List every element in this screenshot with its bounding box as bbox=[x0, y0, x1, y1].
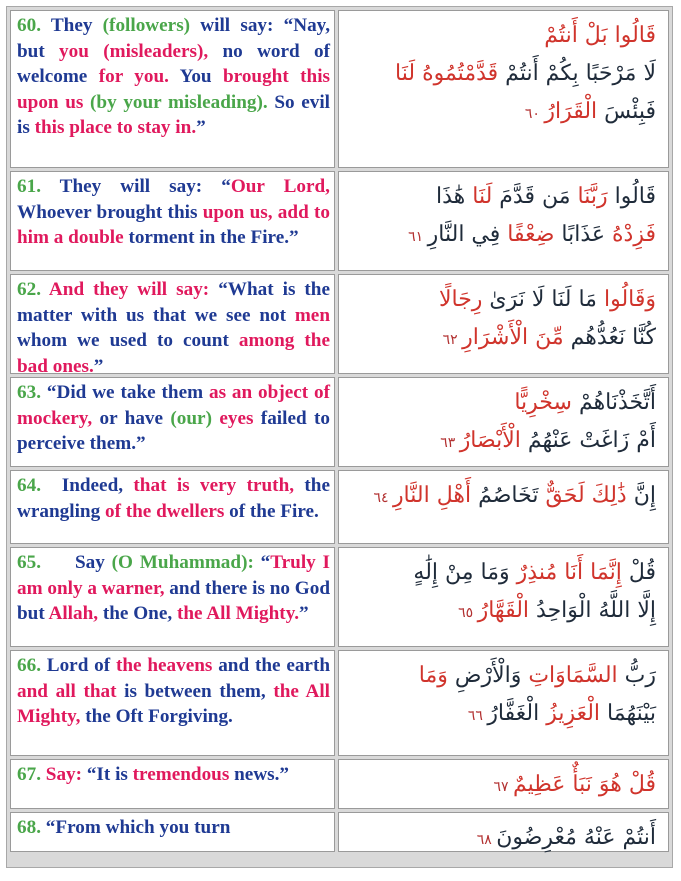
english-translation-cell bbox=[10, 10, 335, 168]
arabic-segment: الْعَزِيزُ bbox=[546, 701, 608, 726]
arabic-segment: كُنَّا نَعُدُّهُم bbox=[570, 325, 656, 350]
translation-segment: (our) bbox=[170, 407, 212, 429]
verse-row bbox=[10, 171, 669, 271]
translation-segment: the heavens bbox=[115, 655, 213, 676]
verse-number: 66. bbox=[17, 655, 41, 676]
arabic-line bbox=[349, 819, 656, 859]
arabic-segment: الْقَرَارُ bbox=[544, 99, 605, 124]
arabic-text-cell bbox=[338, 759, 669, 809]
arabic-segment: مَا لَنَا لَا نَرَىٰ bbox=[489, 287, 604, 312]
translation-segment: Say bbox=[40, 552, 112, 573]
translation-segment: and the earth bbox=[212, 655, 335, 676]
arabic-line bbox=[349, 384, 656, 422]
arabic-segment: قَالُوا bbox=[614, 184, 656, 209]
verse-row bbox=[10, 274, 669, 377]
verse-end-marker: ٦٢ bbox=[442, 332, 463, 348]
arabic-segment: هَٰذَا bbox=[435, 184, 473, 209]
arabic-line bbox=[349, 657, 656, 695]
verse-end-marker: ٦٨ bbox=[476, 832, 497, 848]
english-translation-cell bbox=[10, 650, 335, 756]
translation-segment: you (misleaders), bbox=[59, 40, 209, 62]
arabic-segment: قُلْ bbox=[628, 560, 656, 585]
translation-segment: the Oft Forgiving. bbox=[80, 706, 233, 728]
verse-number: 65. bbox=[17, 552, 41, 573]
verse-row bbox=[10, 759, 669, 809]
translation-segment: Allah, bbox=[48, 603, 99, 625]
translation-segment: “It is bbox=[86, 764, 133, 785]
arabic-segment: أَهْلِ النَّارِ bbox=[392, 483, 479, 508]
translation-segment: will say: “Nay, but bbox=[17, 15, 335, 62]
arabic-text-cell bbox=[338, 171, 669, 271]
translation-segment: They bbox=[40, 15, 103, 36]
arabic-segment: السَّمَاوَاتِ bbox=[528, 663, 625, 688]
arabic-segment: الْغَفَّارُ bbox=[487, 701, 547, 726]
arabic-segment: بَلْ أَنتُمْ bbox=[544, 23, 615, 48]
translation-segment: You bbox=[168, 66, 223, 88]
translation-segment: no word of welcome bbox=[17, 40, 335, 88]
verse-row bbox=[10, 650, 669, 756]
verse-row bbox=[10, 470, 669, 544]
arabic-segment: وَالْأَرْضِ bbox=[454, 663, 529, 688]
translation-segment: and all that bbox=[17, 680, 117, 702]
translation-segment: And they will say: bbox=[40, 279, 219, 300]
arabic-segment: لَا مَرْحَبًا بِكُمْ أَنتُمْ bbox=[505, 61, 656, 86]
translation-segment: eyes bbox=[211, 407, 254, 429]
arabic-line bbox=[349, 178, 656, 216]
translation-segment: “What is the matter with us that we see not bbox=[17, 279, 335, 326]
verse-end-marker: ٦١ bbox=[408, 229, 428, 245]
arabic-segment: إِلَّا اللَّهُ bbox=[598, 598, 656, 623]
arabic-segment: الْأَبْصَارُ bbox=[459, 428, 528, 453]
arabic-segment: قَدَّمْتُمُوهُ لَنَا bbox=[395, 61, 506, 86]
translation-segment: (followers) bbox=[102, 15, 191, 36]
arabic-line bbox=[349, 695, 656, 735]
arabic-line bbox=[349, 477, 656, 517]
verse-number: 64. bbox=[17, 475, 41, 496]
translation-segment: ” bbox=[299, 603, 309, 625]
translation-segment: the All Mighty. bbox=[176, 603, 300, 625]
arabic-segment: عَذَابًا bbox=[561, 222, 613, 247]
arabic-segment: الْقَهَّارُ bbox=[477, 598, 537, 623]
arabic-segment: وَمَا مِنْ إِلَٰهٍ bbox=[413, 560, 517, 585]
verse-number: 62. bbox=[17, 279, 41, 300]
arabic-segment: وَقَالُوا bbox=[603, 287, 656, 312]
arabic-line bbox=[349, 319, 656, 359]
verse-page bbox=[6, 6, 673, 868]
arabic-segment: بَيْنَهُمَا bbox=[607, 701, 656, 726]
arabic-text-cell bbox=[338, 10, 669, 168]
verse-number: 61. bbox=[17, 176, 41, 197]
translation-segment: “ bbox=[253, 552, 271, 573]
english-translation-cell bbox=[10, 274, 335, 377]
arabic-segment: سِخْرِيًّا bbox=[514, 390, 579, 415]
english-translation-cell bbox=[10, 470, 335, 544]
translation-segment: for you. bbox=[98, 66, 169, 88]
arabic-segment: قُلْ هُوَ bbox=[598, 772, 656, 797]
translation-segment: ” bbox=[93, 355, 104, 377]
translation-segment: the All Mighty, bbox=[17, 680, 335, 728]
arabic-segment: إِنَّمَا أَنَا مُنذِرٌ bbox=[516, 560, 629, 585]
translation-segment: upon us, bbox=[202, 201, 273, 223]
translation-segment: Truly I am only a warner, bbox=[17, 552, 335, 599]
arabic-segment: مِّنَ الْأَشْرَارِ bbox=[462, 325, 571, 350]
english-translation-cell bbox=[10, 547, 335, 647]
translation-segment: of the dwellers bbox=[104, 500, 225, 522]
verse-end-marker: ٦٧ bbox=[493, 779, 513, 795]
arabic-segment: رَبَّنَا bbox=[577, 184, 615, 209]
arabic-segment: نَبَأٌ عَظِيمٌ bbox=[512, 772, 599, 797]
translation-segment: add to him a double bbox=[17, 201, 335, 249]
translation-segment: that is very truth, bbox=[133, 475, 295, 496]
arabic-line bbox=[349, 216, 656, 256]
translation-segment: is between them, bbox=[116, 680, 274, 702]
verse-end-marker: ٦٥ bbox=[458, 605, 478, 621]
arabic-segment: فَبِئْسَ bbox=[604, 99, 656, 124]
arabic-segment: إِنَّ bbox=[633, 483, 656, 508]
arabic-line bbox=[349, 93, 656, 133]
verse-number: 63. bbox=[17, 382, 41, 403]
arabic-segment: قَالُوا bbox=[614, 23, 656, 48]
translation-segment: as an object of mockery, bbox=[17, 382, 335, 429]
arabic-text-cell bbox=[338, 377, 669, 467]
verse-end-marker: ٦٠ bbox=[524, 106, 545, 122]
english-translation-cell bbox=[10, 377, 335, 467]
translation-segment: men bbox=[294, 304, 330, 326]
english-translation-cell bbox=[10, 171, 335, 271]
arabic-segment: أَنتُمْ عَنْهُ مُعْرِضُونَ bbox=[496, 825, 656, 850]
arabic-segment: أَتَّخَذْنَاهُمْ bbox=[578, 390, 656, 415]
arabic-segment: وَمَا bbox=[418, 663, 455, 688]
arabic-line bbox=[349, 554, 656, 592]
translation-segment: Whoever brought this bbox=[17, 176, 335, 223]
verse-row bbox=[10, 812, 669, 852]
verse-row bbox=[10, 10, 669, 168]
arabic-text-cell bbox=[338, 547, 669, 647]
arabic-segment: ضِعْفًا bbox=[507, 222, 562, 247]
arabic-line bbox=[349, 281, 656, 319]
translation-segment: or have bbox=[92, 407, 171, 429]
translation-segment: this place to stay in. bbox=[34, 117, 197, 139]
verse-end-marker: ٦٣ bbox=[440, 435, 460, 451]
arabic-text-cell bbox=[338, 470, 669, 544]
translation-segment: among the bad ones. bbox=[17, 330, 335, 377]
translation-segment: the One, bbox=[98, 603, 177, 625]
translation-segment: Indeed, bbox=[40, 475, 134, 496]
translation-segment: Our Lord, bbox=[230, 176, 330, 197]
arabic-line bbox=[349, 592, 656, 632]
arabic-segment: تَخَاصُمُ bbox=[478, 483, 546, 508]
arabic-segment: لَنَا bbox=[472, 184, 500, 209]
translation-segment: and there is no God but bbox=[17, 577, 335, 625]
arabic-line bbox=[349, 422, 656, 462]
translation-segment: Say: bbox=[40, 764, 87, 785]
translation-segment: So evil is bbox=[17, 91, 335, 139]
verse-row bbox=[10, 377, 669, 467]
translation-segment: of the Fire. bbox=[224, 500, 319, 522]
translation-segment: the wrangling bbox=[17, 475, 335, 522]
arabic-segment: رَبُّ bbox=[624, 663, 656, 688]
arabic-text-cell bbox=[338, 650, 669, 756]
translation-segment: tremendous bbox=[132, 764, 230, 785]
verse-number: 60. bbox=[17, 15, 41, 36]
english-translation-cell bbox=[10, 759, 335, 809]
verse-table bbox=[10, 10, 669, 852]
arabic-line bbox=[349, 55, 656, 93]
arabic-text-cell bbox=[338, 274, 669, 374]
translation-segment: torment in the Fire.” bbox=[128, 227, 299, 249]
translation-segment: Lord of bbox=[40, 655, 116, 676]
verse-end-marker: ٦٤ bbox=[373, 490, 393, 506]
verse-end-marker: ٦٦ bbox=[467, 708, 488, 724]
arabic-segment: رِجَالًا bbox=[438, 287, 490, 312]
translation-segment: (O Muhammad): bbox=[111, 552, 254, 573]
english-translation-cell bbox=[10, 812, 335, 852]
translation-segment: ” bbox=[196, 117, 206, 139]
arabic-segment: مَن قَدَّمَ bbox=[499, 184, 578, 209]
arabic-segment: فَزِدْهُ bbox=[612, 222, 656, 247]
arabic-segment: فِي النَّارِ bbox=[427, 222, 508, 247]
arabic-line bbox=[349, 766, 656, 806]
arabic-segment: ذَٰلِكَ لَحَقٌّ bbox=[545, 483, 634, 508]
arabic-segment: أَمْ زَاغَتْ عَنْهُمُ bbox=[527, 428, 656, 453]
translation-segment: “Did we take them bbox=[40, 382, 209, 403]
verse-number: 68. bbox=[17, 817, 41, 838]
translation-segment: failed to perceive them.” bbox=[17, 407, 335, 455]
translation-segment: They will say: “ bbox=[40, 176, 231, 197]
verse-number: 67. bbox=[17, 764, 41, 785]
translation-segment: (by your misleading). bbox=[83, 91, 268, 113]
arabic-text-cell bbox=[338, 812, 669, 852]
translation-segment: whom we used to count bbox=[17, 304, 335, 352]
arabic-segment: الْوَاحِدُ bbox=[536, 598, 599, 623]
verse-row bbox=[10, 547, 669, 647]
translation-segment: brought this upon us bbox=[17, 66, 335, 113]
translation-segment: “From which you turn bbox=[40, 817, 231, 838]
translation-segment: news.” bbox=[229, 764, 290, 785]
arabic-line bbox=[349, 17, 656, 55]
